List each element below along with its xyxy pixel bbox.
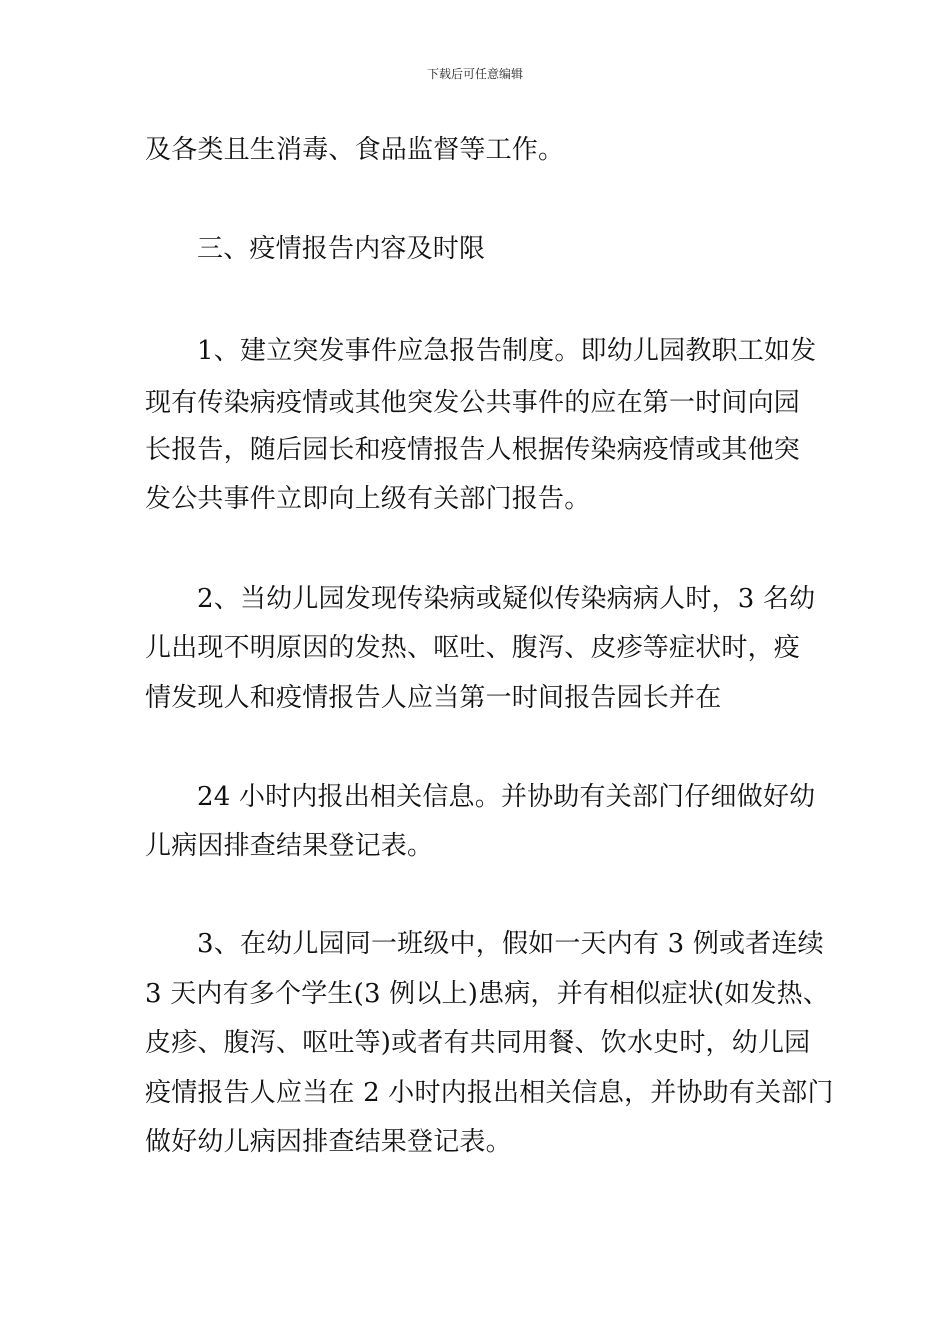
body-line: 长报告，随后园长和疫情报告人根据传染病疫情或其他突 xyxy=(145,435,801,465)
body-line: 皮疹、腹泻、呕吐等)或者有共同用餐、饮水史时，幼儿园 xyxy=(145,1028,811,1058)
body-line: 疫情报告人应当在 2 小时内报出相关信息，并协助有关部门 xyxy=(145,1078,834,1108)
page-header-note: 下载后可任意编辑 xyxy=(426,67,523,81)
body-line: 及各类且生消毒、食品监督等工作。 xyxy=(145,135,565,165)
body-line: 儿出现不明原因的发热、呕吐、腹泻、皮疹等症状时，疫 xyxy=(145,633,801,663)
body-line: 现有传染病疫情或其他突发公共事件的应在第一时间向园 xyxy=(145,388,801,418)
body-line: 做好幼儿病因排查结果登记表。 xyxy=(145,1127,512,1157)
section-heading: 三、疫情报告内容及时限 xyxy=(197,234,486,264)
body-line: 儿病因排查结果登记表。 xyxy=(145,831,434,861)
body-line: 3 天内有多个学生(3 例以上)患病，并有相似症状(如发热、 xyxy=(145,979,830,1009)
body-line: 1、建立突发事件应急报告制度。即幼儿园教职工如发 xyxy=(197,336,817,366)
body-line: 发公共事件立即向上级有关部门报告。 xyxy=(145,484,591,514)
body-line: 3、在幼儿园同一班级中，假如一天内有 3 例或者连续 xyxy=(197,929,824,959)
body-line: 24 小时内报出相关信息。并协助有关部门仔细做好幼 xyxy=(197,782,816,812)
body-line: 2、当幼儿园发现传染病或疑似传染病病人时，3 名幼 xyxy=(197,584,816,614)
body-line: 情发现人和疫情报告人应当第一时间报告园长并在 xyxy=(145,683,722,713)
